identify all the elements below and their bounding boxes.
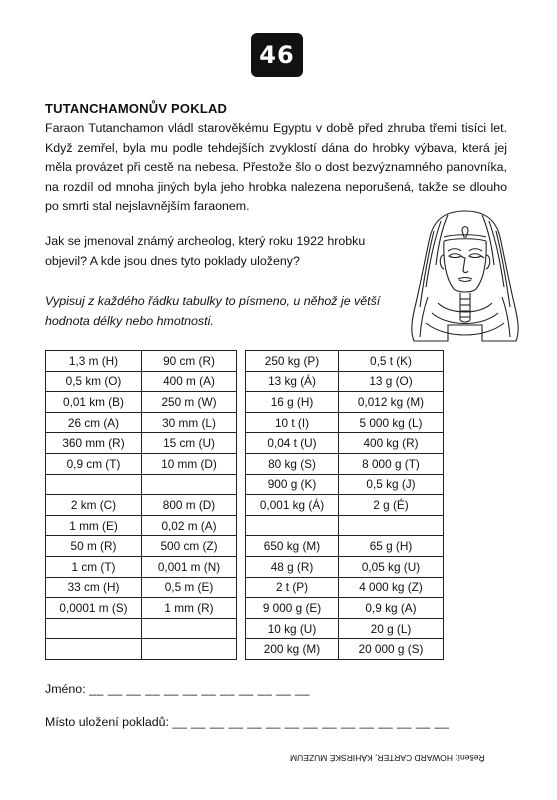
length-comparison-table [45, 350, 237, 660]
table-row [46, 474, 237, 495]
table-cell [339, 515, 444, 536]
question-paragraph: Jak se jmenoval známý archeolog, který roku 1922 hrobku objevil? A kde jsou dnes tyto poklady uloženy? [45, 234, 366, 268]
table-cell [142, 474, 237, 495]
name-answer-line[interactable] [45, 682, 310, 696]
table-row [46, 412, 237, 433]
table-cell: 15 cm (U) [142, 433, 237, 454]
table-cell: 2 km (C) [46, 495, 142, 516]
table-cell: 800 m (D) [142, 495, 237, 516]
table-cell: 48 g (R) [246, 556, 339, 577]
place-label: Místo uložení pokladů: [45, 715, 169, 729]
table-row [246, 474, 444, 495]
table-cell: 10 mm (D) [142, 453, 237, 474]
name-blanks[interactable]: __ __ __ __ __ __ __ __ __ __ __ __ [89, 682, 310, 696]
table-row [246, 453, 444, 474]
table-cell: 0,5 km (O) [46, 371, 142, 392]
table-cell: 1,3 m (H) [46, 351, 142, 372]
table-row [246, 495, 444, 516]
table-cell: 2 t (P) [246, 577, 339, 598]
upside-down-solution: Řešení: HOWARD CARTER, KÁHIRSKÉ MUZEUM [290, 753, 485, 763]
table-row [246, 392, 444, 413]
table-row [46, 515, 237, 536]
place-blanks[interactable]: __ __ __ __ __ __ __ __ __ __ __ __ __ __ __ [172, 715, 450, 729]
table-cell: 650 kg (M) [246, 536, 339, 557]
table-row [246, 556, 444, 577]
table-cell: 400 m (A) [142, 371, 237, 392]
table-cell [46, 639, 142, 660]
table-cell [142, 618, 237, 639]
table-row [46, 453, 237, 474]
table-cell: 0,9 kg (A) [339, 598, 444, 619]
table-cell: 1 cm (T) [46, 556, 142, 577]
table-cell: 0,5 t (K) [339, 351, 444, 372]
table-row [246, 618, 444, 639]
table-row [46, 392, 237, 413]
intro-paragraph: Faraon Tutanchamon vládl starověkému Egyptu v době před zhruba třemi tisíci let. Když zemřel, byla mu podle tehdejších zvyklostí dána do hrobky výbava, která jej měla provázet při cestě na nebesa. Přestože šlo o dost bezvýznamného panovníka, na rozdíl od mnoha jiných byla jeho hrobka nalezena neporušená, takže se dlouho po smrti stal nejslavnějším faraonem. [45, 121, 507, 213]
table-cell: 360 mm (R) [46, 433, 142, 454]
table-row [46, 433, 237, 454]
table-cell: 250 kg (P) [246, 351, 339, 372]
table-cell: 0,01 km (B) [46, 392, 142, 413]
table-cell: 0,012 kg (M) [339, 392, 444, 413]
table-cell: 33 cm (H) [46, 577, 142, 598]
table-cell: 9 000 g (E) [246, 598, 339, 619]
exercise-number-badge: 46 [251, 33, 303, 77]
table-cell: 8 000 g (T) [339, 453, 444, 474]
name-label: Jméno: [45, 682, 86, 696]
table-row [46, 618, 237, 639]
table-row [46, 495, 237, 516]
table-cell: 0,05 kg (U) [339, 556, 444, 577]
table-cell: 0,04 t (U) [246, 433, 339, 454]
table-row [46, 351, 237, 372]
table-row [46, 598, 237, 619]
table-cell: 0,5 kg (J) [339, 474, 444, 495]
table-cell: 400 kg (R) [339, 433, 444, 454]
table-cell: 13 kg (Á) [246, 371, 339, 392]
table-cell: 90 cm (R) [142, 351, 237, 372]
table-cell [46, 618, 142, 639]
table-cell: 0,0001 m (S) [46, 598, 142, 619]
table-cell: 10 t (I) [246, 412, 339, 433]
table-cell: 26 cm (A) [46, 412, 142, 433]
table-row [46, 577, 237, 598]
table-cell: 20 000 g (S) [339, 639, 444, 660]
table-cell: 20 g (L) [339, 618, 444, 639]
table-cell: 2 g (É) [339, 495, 444, 516]
table-cell: 5 000 kg (L) [339, 412, 444, 433]
table-row [246, 639, 444, 660]
weight-comparison-table [245, 350, 444, 660]
table-cell: 4 000 kg (Z) [339, 577, 444, 598]
table-row [246, 412, 444, 433]
table-cell: 0,02 m (A) [142, 515, 237, 536]
table-row [246, 433, 444, 454]
table-cell: 1 mm (E) [46, 515, 142, 536]
table-row [46, 639, 237, 660]
table-cell: 250 m (W) [142, 392, 237, 413]
table-cell [46, 474, 142, 495]
table-row [246, 536, 444, 557]
table-cell: 1 mm (R) [142, 598, 237, 619]
instruction-paragraph: Vypisuj z každého řádku tabulky to písmeno, u něhož je větší hodnota délky nebo hmotnosti. [45, 294, 381, 328]
table-row [246, 351, 444, 372]
table-row [246, 371, 444, 392]
table-cell: 900 g (K) [246, 474, 339, 495]
table-cell: 30 mm (L) [142, 412, 237, 433]
table-cell [142, 639, 237, 660]
table-cell [246, 515, 339, 536]
table-row [46, 536, 237, 557]
table-cell: 0,001 kg (Á) [246, 495, 339, 516]
table-row [46, 556, 237, 577]
table-cell: 0,001 m (N) [142, 556, 237, 577]
table-cell: 80 kg (S) [246, 453, 339, 474]
table-cell: 10 kg (U) [246, 618, 339, 639]
table-row [246, 598, 444, 619]
tutankhamun-mask-illustration [408, 207, 522, 347]
table-row [246, 577, 444, 598]
table-cell: 200 kg (M) [246, 639, 339, 660]
table-row [246, 515, 444, 536]
table-cell: 16 g (H) [246, 392, 339, 413]
place-answer-line[interactable] [45, 715, 449, 729]
table-cell: 500 cm (Z) [142, 536, 237, 557]
table-cell: 0,5 m (E) [142, 577, 237, 598]
table-row [46, 371, 237, 392]
table-cell: 13 g (O) [339, 371, 444, 392]
table-cell: 50 m (R) [46, 536, 142, 557]
table-cell: 65 g (H) [339, 536, 444, 557]
table-cell: 0,9 cm (T) [46, 453, 142, 474]
exercise-title: TUTANCHAMONŮV POKLAD [45, 101, 228, 116]
